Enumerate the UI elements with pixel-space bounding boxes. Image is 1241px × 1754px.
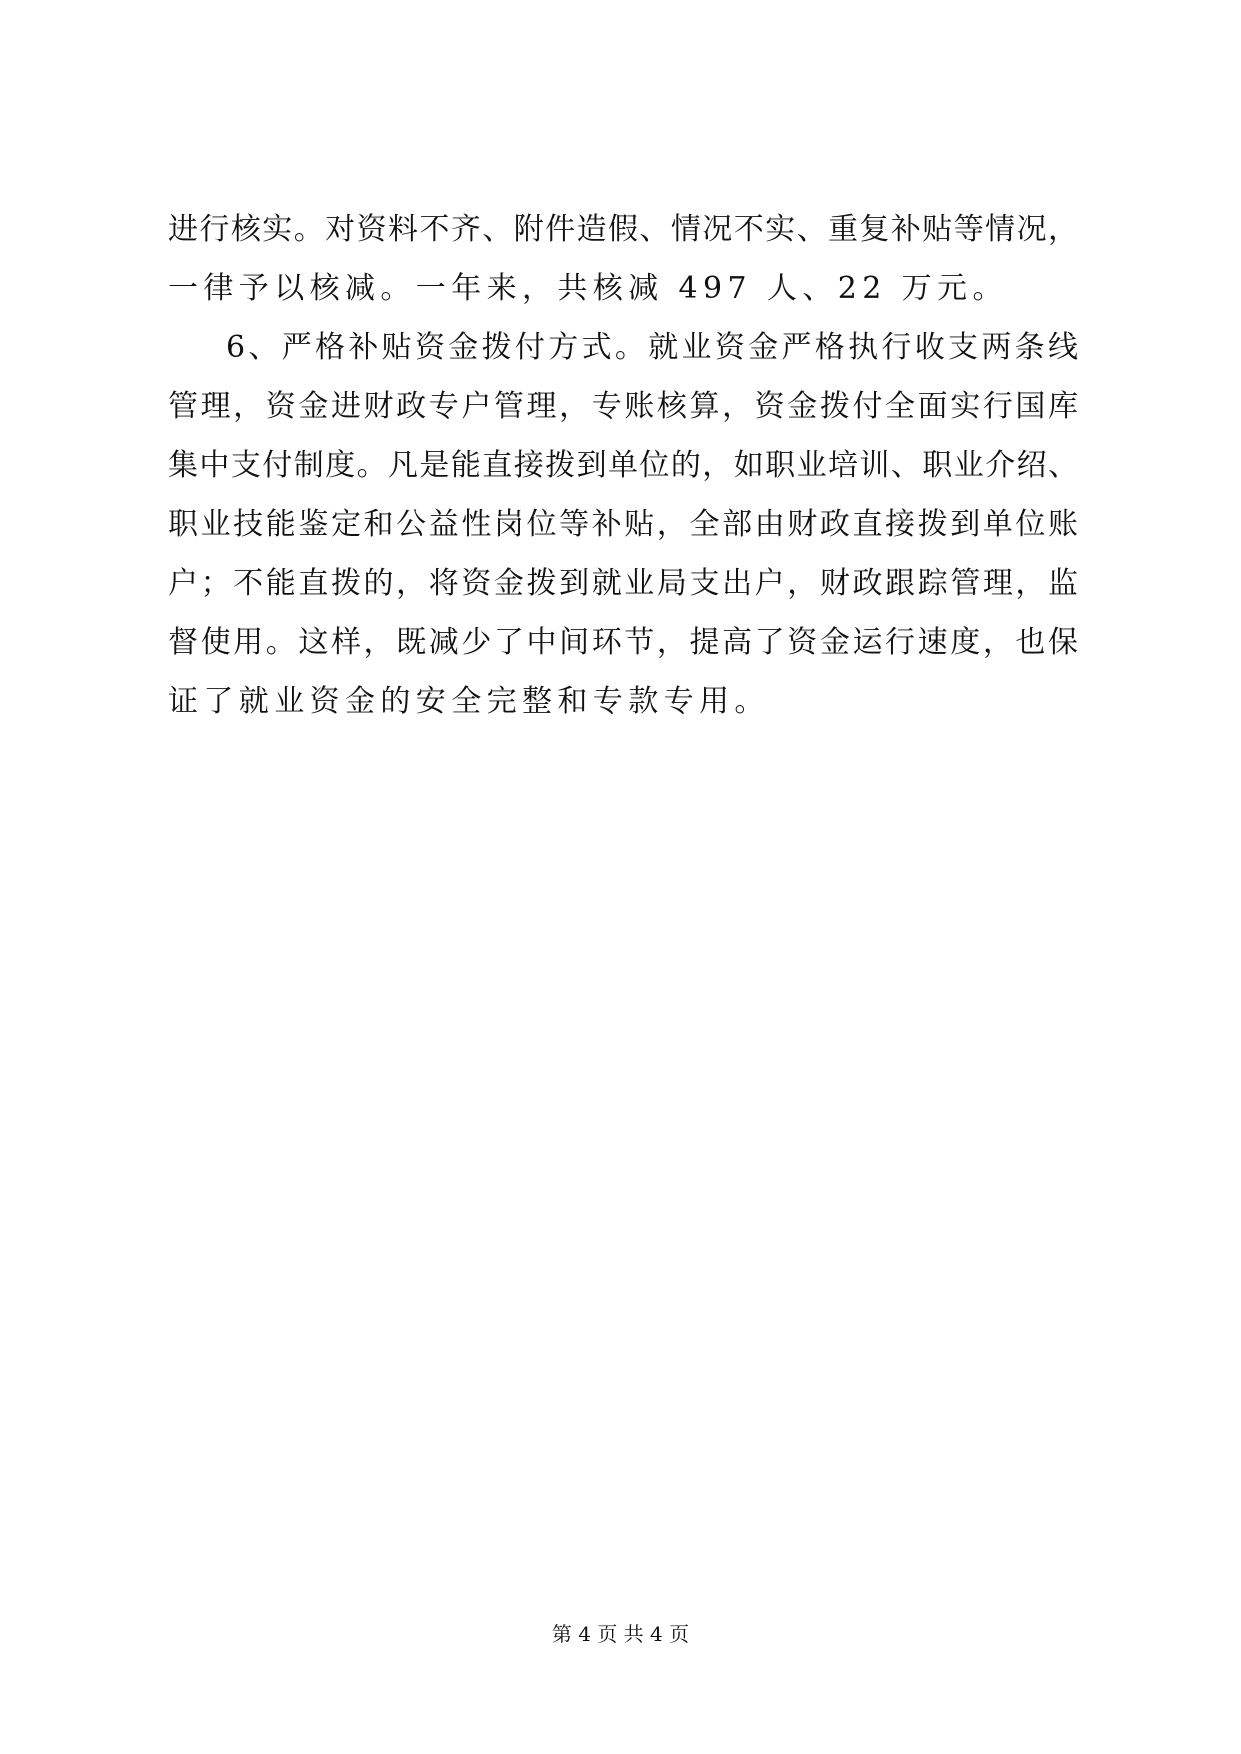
text-line: 进行核实。对资料不齐、附件造假、情况不实、重复补贴等情况， [168, 212, 1078, 247]
page-footer: 第 4 页 共 4 页 [551, 1622, 690, 1646]
text-line: 集中支付制度。凡是能直接拨到单位的，如职业培训、职业介绍、 [168, 448, 1078, 483]
text-line: 证了就业资金的安全完整和专款专用。 [168, 684, 770, 719]
paragraph-first-line: 6、严格补贴资金拨付方式。就业资金严格执行收支两条线 [226, 330, 1078, 365]
text-line: 一律予以核减。一年来，共核减 497 人、22 万元。 [168, 271, 1008, 306]
text-line: 督使用。这样，既减少了中间环节，提高了资金运行速度，也保 [168, 625, 1078, 660]
text-line: 管理，资金进财政专户管理，专账核算，资金拨付全面实行国库 [168, 389, 1078, 424]
body-text [168, 200, 1078, 731]
text-line: 职业技能鉴定和公益性岗位等补贴，全部由财政直接拨到单位账 [168, 507, 1078, 542]
text-line: 户；不能直拨的，将资金拨到就业局支出户，财政跟踪管理，监 [168, 566, 1078, 601]
